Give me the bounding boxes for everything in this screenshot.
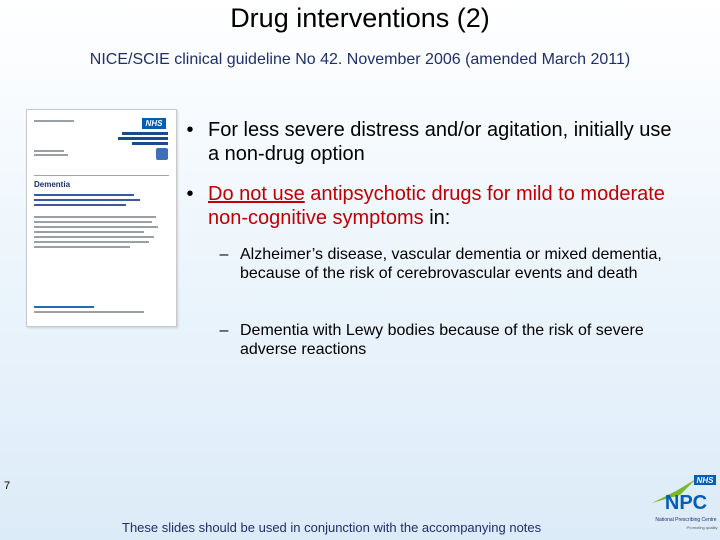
- bullet-tail: in:: [423, 207, 451, 229]
- cover-footer-line: [34, 306, 94, 308]
- sub-bullet-lewy-bodies: [219, 321, 690, 359]
- sub-bullet-marker: –: [219, 322, 229, 339]
- bullet-text: For less severe distress and/or agitation, initially use a non-drug option: [208, 119, 672, 165]
- cover-footer-line: [34, 311, 144, 313]
- logo-nhs-text: NHS: [696, 476, 714, 485]
- bullet-antipsychotic-warning: [186, 182, 678, 230]
- cover-body-line: [34, 231, 144, 233]
- logo-npc-text: NPC: [664, 492, 708, 514]
- cover-divider: [34, 175, 169, 176]
- slide-title: Drug interventions (2): [230, 3, 490, 33]
- cover-body-line: [34, 221, 152, 223]
- cover-subtitle-line: [34, 204, 126, 206]
- nhs-badge: NHS: [142, 118, 166, 129]
- cover-heading: Dementia: [34, 180, 71, 189]
- cover-text-line: [34, 154, 68, 156]
- sub-bullet-text: Alzheimer’s disease, vascular dementia or mixed dementia, because of the risk of cerebrovascular events and death: [240, 246, 662, 282]
- cover-subtitle-line: [34, 194, 134, 196]
- bullet-warning-body: antipsychotic drugs for mild to moderate non-cognitive symptoms: [208, 183, 665, 229]
- bullet-non-drug-option: [186, 118, 678, 166]
- guideline-cover-image: [26, 109, 177, 327]
- cover-body-line: [34, 226, 158, 228]
- slide-number: 7: [4, 480, 11, 492]
- sub-bullet-alzheimers: [219, 245, 690, 283]
- cover-body-line: [34, 241, 149, 243]
- cover-institute-line: [118, 137, 168, 140]
- cover-body-line: [34, 216, 156, 218]
- cover-text-line: [34, 150, 64, 152]
- npc-logo: [650, 473, 718, 535]
- cover-body-line: [34, 236, 154, 238]
- cover-institute-line: [132, 142, 168, 145]
- bullet-marker: •: [186, 119, 194, 141]
- slide-subtitle: NICE/SCIE clinical guideline No 42. November 2006 (amended March 2011): [89, 51, 631, 68]
- do-not-use-emphasis: Do not use: [208, 183, 305, 205]
- sub-bullet-text: Dementia with Lewy bodies because of the risk of severe adverse reactions: [240, 322, 644, 358]
- cover-institute-line: [122, 132, 168, 135]
- logo-tagline: Promoting quality: [686, 525, 718, 530]
- logo-caption: National Prescribing Centre: [655, 517, 717, 523]
- sub-bullet-marker: –: [219, 246, 229, 263]
- cover-body-line: [34, 246, 130, 248]
- cover-text-line: [34, 120, 74, 122]
- cover-subtitle-line: [34, 199, 140, 201]
- footer-note: These slides should be used in conjunction with the accompanying notes: [122, 520, 542, 535]
- scie-logo-icon: [156, 148, 168, 160]
- bullet-marker: •: [186, 183, 194, 205]
